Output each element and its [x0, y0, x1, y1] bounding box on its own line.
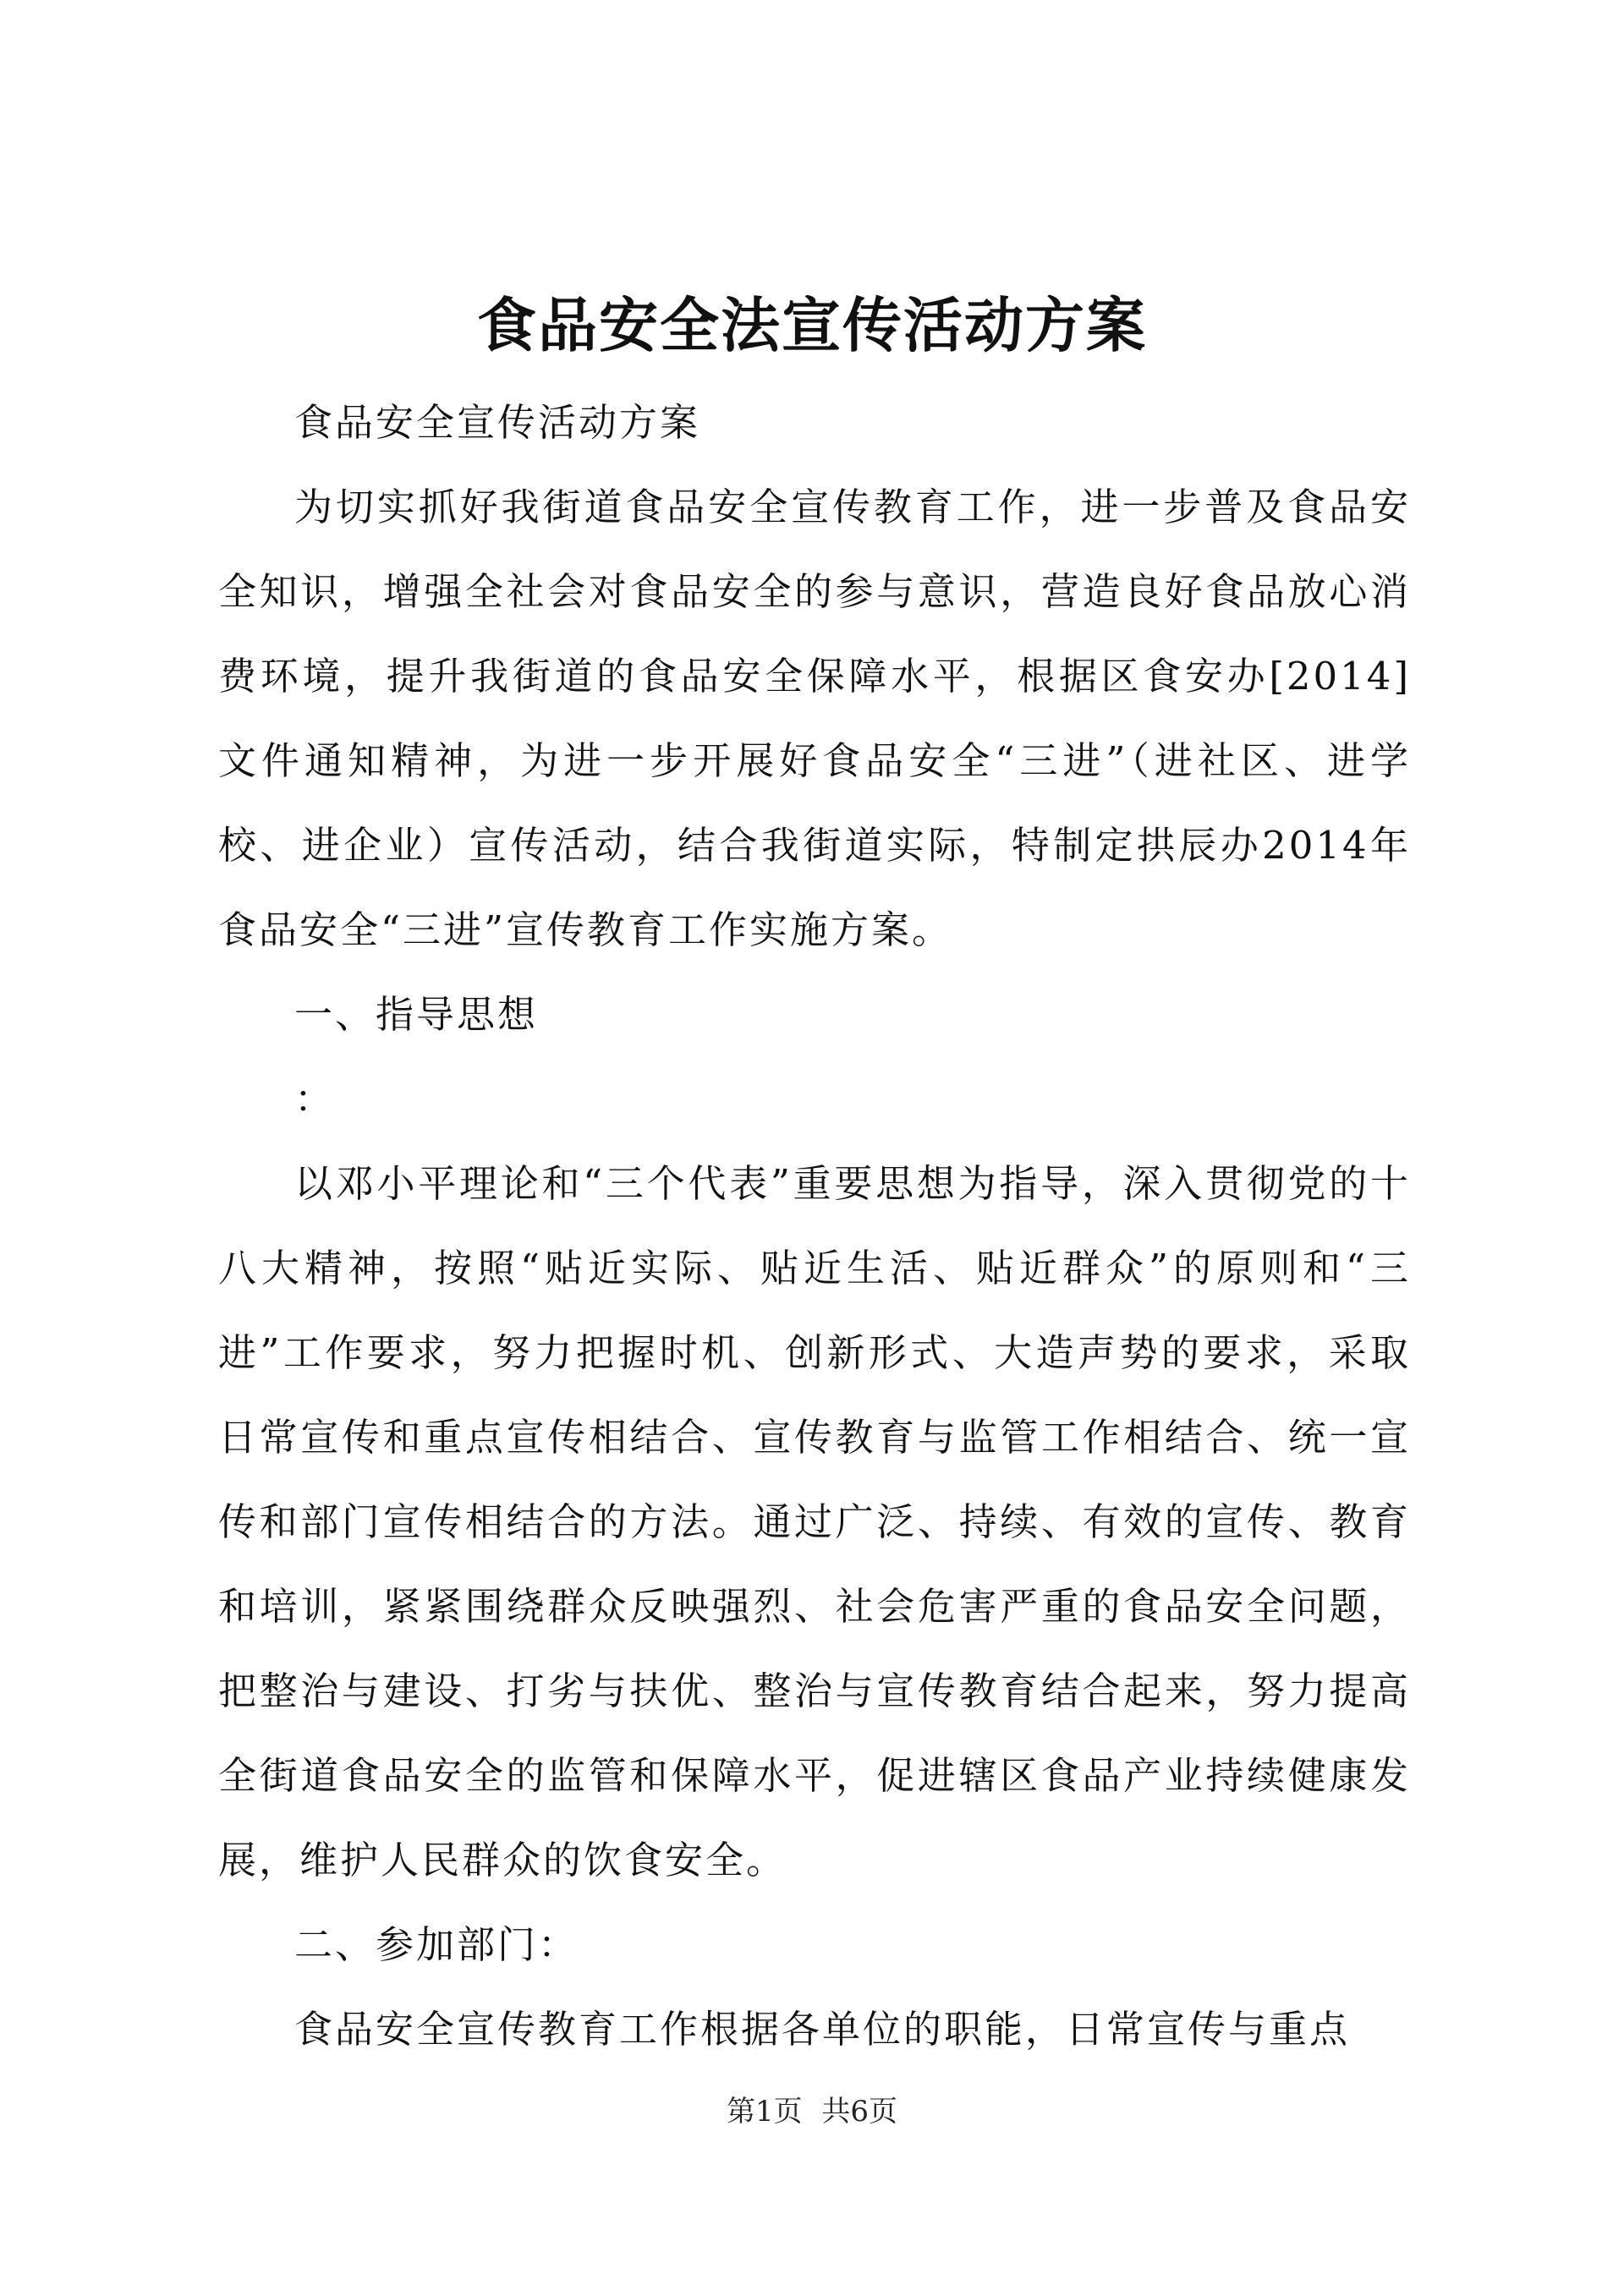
document-title: 食品安全法宣传活动方案: [477, 290, 1147, 360]
page-footer: [0, 2091, 1624, 2133]
page-number: 第1页: [726, 2095, 803, 2129]
guiding-thought-paragraph: 以邓小平理论和“三个代表”重要思想为指导，深入贯彻党的十八大精神，按照“贴近实际、贴近生活、贴近群众”的原则和“三进”工作要求，努力把握时机、创新形式、大造声势的要求，采取日常宣传和重点宣传相结合、宣传教育与监管工作相结合、统一宣传和部门宣传相结合的方法。通过广泛、持续、有效的宣传、教育和培训，紧紧围绕群众反映强烈、社会危害严重的食品安全问题，把整治与建设、打劣与扶优、整治与宣传教育结合起来，努力提高全街道食品安全的监管和保障水平，促进辖区食品产业持续健康发展，维护人民群众的饮食安全。: [218, 1161, 1411, 1882]
colon-line: ：: [294, 1077, 336, 1121]
section-heading-guiding-thought: 一、指导思想: [294, 992, 539, 1037]
page-total: 共6页: [821, 2095, 898, 2129]
section-heading-departments: 二、参加部门：: [294, 1922, 579, 1967]
subtitle-paragraph: 食品安全宣传活动方案: [294, 400, 701, 445]
document-body: [218, 381, 1411, 2072]
departments-paragraph: 食品安全宣传教育工作根据各单位的职能，日常宣传与重点: [294, 2007, 1351, 2052]
intro-paragraph: 为切实抓好我街道食品安全宣传教育工作，进一步普及食品安全知识，增强全社会对食品安全的参与意识，营造良好食品放心消费环境，提升我街道的食品安全保障水平，根据区食安办[2014]文件通知精神，为进一步开展好食品安全“三进”（进社区、进学校、进企业）宣传活动，结合我街道实际，特制定拱辰办2014年食品安全“三进”宣传教育工作实施方案。: [218, 485, 1411, 952]
